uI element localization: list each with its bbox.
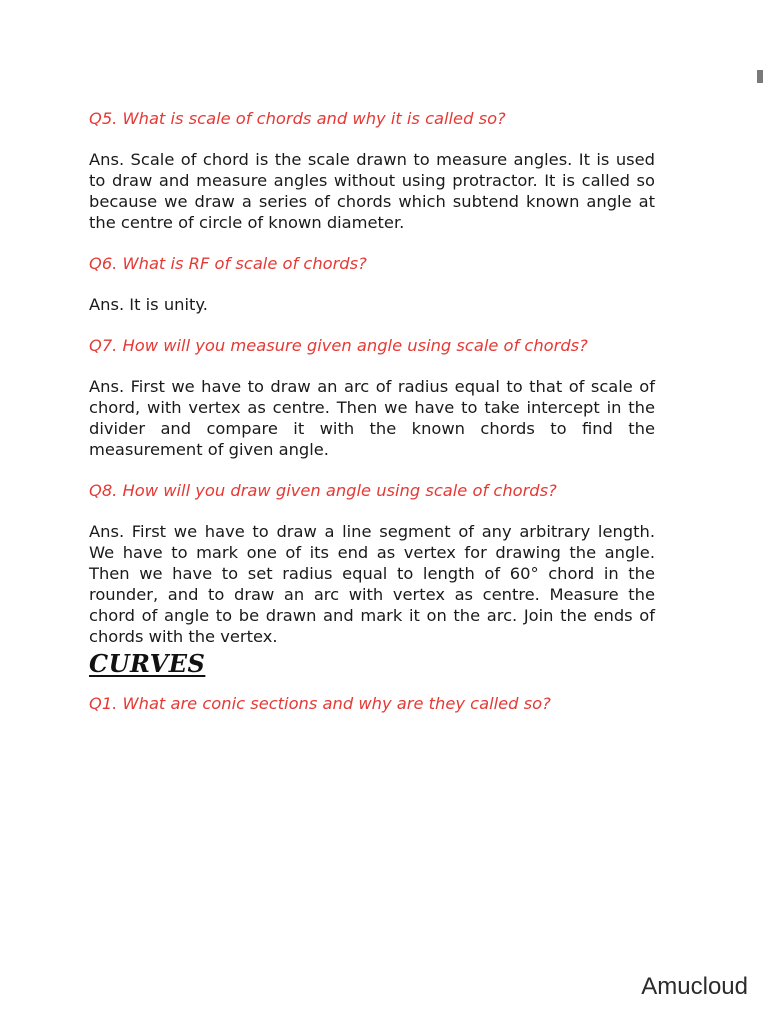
question-q7: Q7. How will you measure given angle using scale of chords? (89, 336, 588, 355)
section-heading-curves: CURVES (89, 649, 206, 678)
answer-q5: Ans. Scale of chord is the scale drawn to measure angles. It is used to draw and measure angles without using protractor. It is called so because we draw a series of chords which subtend known angle at the centre of circle of known diameter. (89, 150, 655, 232)
watermark-text: Amucloud (641, 973, 748, 1000)
answer-q8: Ans. First we have to draw a line segment of any arbitrary length. We have to mark one of its end as vertex for drawing the angle. Then we have to set radius equal to length of 60° chord in the rounder, and to draw an arc with vertex as centre. Measure the chord of angle to be drawn and mark it on the arc. Join the ends of chords with the vertex. (89, 522, 655, 646)
question-q8: Q8. How will you draw given angle using scale of chords? (89, 481, 557, 500)
question-q5: Q5. What is scale of chords and why it is called so? (89, 109, 506, 128)
answer-q7: Ans. First we have to draw an arc of radius equal to that of scale of chord, with vertex as centre. Then we have to take intercept in the divider and compare it with the known chords to find the measurement of given angle. (89, 377, 655, 459)
answer-q6: Ans. It is unity. (89, 295, 208, 314)
question-curves-q1: Q1. What are conic sections and why are they called so? (89, 694, 551, 713)
scroll-indicator (757, 70, 763, 83)
question-q6: Q6. What is RF of scale of chords? (89, 254, 367, 273)
document-body (89, 105, 655, 714)
